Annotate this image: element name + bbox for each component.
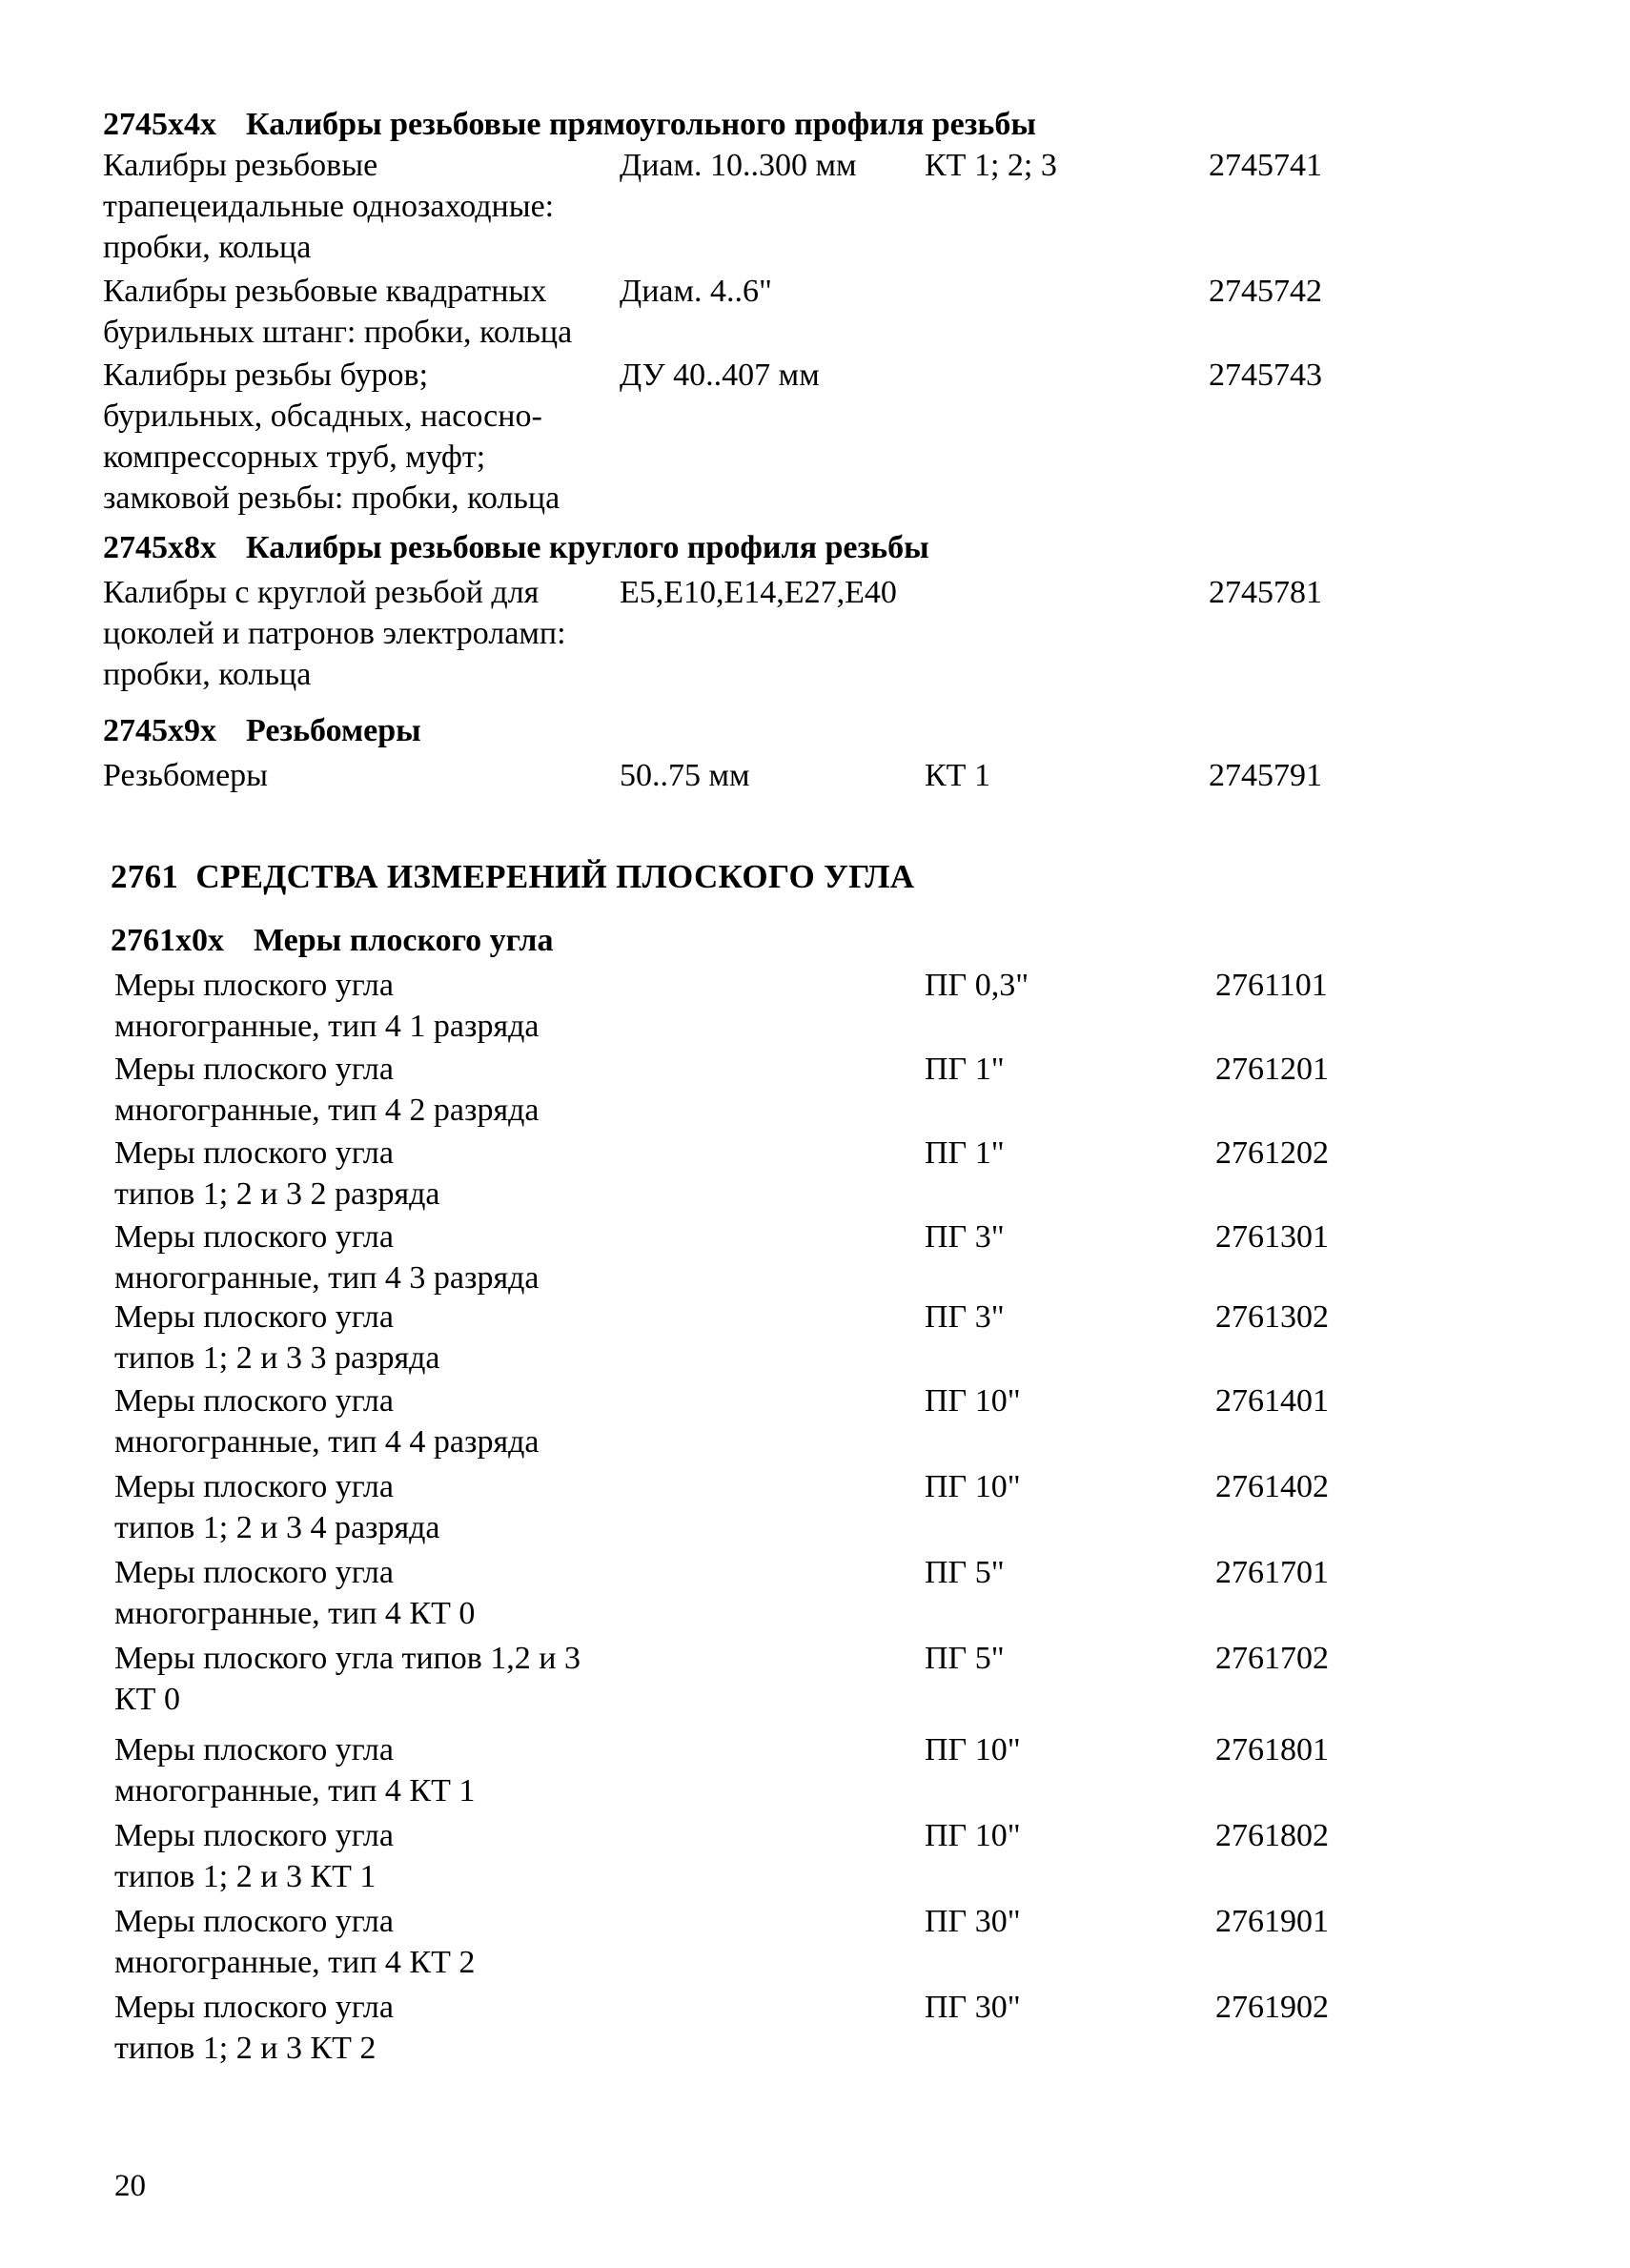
chapter-title: СРЕДСТВА ИЗМЕРЕНИЙ ПЛОСКОГО УГЛА [195, 858, 915, 895]
item-angle-accuracy: ПГ 3" [925, 1219, 1005, 1255]
item-range: Е5,Е10,Е14,Е27,Е40 [620, 575, 897, 610]
item-name: Меры плоского угла типов 1,2 и 3 КТ 0 [114, 1641, 581, 1717]
section-heading [103, 713, 1437, 748]
subsection-heading [111, 923, 1445, 958]
item-name: Меры плоского угла многогранные, тип 4 3 разряда [114, 1219, 540, 1296]
item-code: 2761402 [1215, 1469, 1329, 1504]
item-angle-accuracy: ПГ 5" [925, 1641, 1005, 1676]
subsection-title: Меры плоского угла [254, 923, 554, 958]
page-number: 20 [114, 2169, 146, 2203]
item-name: Меры плоского угла типов 1; 2 и 3 2 разряда [114, 1135, 440, 1212]
item-angle-accuracy: ПГ 10" [925, 1818, 1021, 1853]
item-angle-accuracy: ПГ 1" [925, 1135, 1005, 1171]
item-code: 2761802 [1215, 1818, 1329, 1853]
item-accuracy-class: КТ 1 [925, 758, 990, 793]
item-name: Меры плоского угла типов 1; 2 и 3 4 разряда [114, 1469, 440, 1545]
chapter-code: 2761 [111, 858, 179, 895]
item-code: 2761202 [1215, 1135, 1329, 1171]
item-angle-accuracy: ПГ 30" [925, 1990, 1021, 2025]
item-code: 2745741 [1209, 148, 1322, 183]
item-name: Резьбомеры [103, 758, 269, 793]
item-code: 2761101 [1215, 968, 1328, 1003]
chapter-heading [111, 858, 914, 896]
item-code: 2761302 [1215, 1299, 1329, 1335]
item-range: ДУ 40..407 мм [620, 358, 820, 393]
subsection-code: 2761х0х [111, 923, 224, 958]
item-name: Калибры резьбовые трапецеидальные однозаходные: пробки, кольца [103, 148, 555, 265]
section-code: 2745х4х [103, 107, 216, 142]
item-name: Меры плоского угла многогранные, тип 4 1 разряда [114, 968, 540, 1044]
section-code: 2745х9х [103, 713, 216, 748]
item-angle-accuracy: ПГ 10" [925, 1732, 1021, 1767]
item-code: 2745781 [1209, 575, 1322, 610]
section-heading [103, 107, 1437, 142]
item-code: 2761401 [1215, 1383, 1329, 1419]
item-name: Меры плоского угла многогранные, тип 4 КТ 1 [114, 1732, 476, 1808]
item-code: 2761702 [1215, 1641, 1329, 1676]
item-code: 2761701 [1215, 1555, 1329, 1590]
item-range: 50..75 мм [620, 758, 750, 793]
item-code: 2761301 [1215, 1219, 1329, 1255]
item-name: Калибры резьбы буров; бурильных, обсадных, насосно- компрессорных труб, муфт; замковой резьбы: пробки, кольца [103, 358, 560, 516]
section-code: 2745х8х [103, 530, 216, 565]
item-name: Меры плоского угла многогранные, тип 4 4 разряда [114, 1383, 540, 1460]
section-title: Калибры резьбовые прямоугольного профиля резьбы [246, 107, 1036, 142]
item-name: Меры плоского угла типов 1; 2 и 3 КТ 1 [114, 1818, 394, 1894]
item-code: 2745743 [1209, 358, 1322, 393]
item-name: Меры плоского угла типов 1; 2 и 3 КТ 2 [114, 1990, 394, 2066]
item-accuracy-class: КТ 1; 2; 3 [925, 148, 1057, 183]
section-title: Калибры резьбовые круглого профиля резьбы [246, 530, 929, 565]
item-name: Меры плоского угла многогранные, тип 4 КТ 2 [114, 1904, 476, 1980]
item-code: 2761901 [1215, 1904, 1329, 1939]
item-code: 2761801 [1215, 1732, 1329, 1767]
item-name: Калибры резьбовые квадратных бурильных штанг: пробки, кольца [103, 274, 573, 350]
item-name: Меры плоского угла многогранные, тип 4 КТ 0 [114, 1555, 476, 1631]
item-code: 2761201 [1215, 1052, 1329, 1087]
item-range: Диам. 4..6" [620, 274, 772, 309]
item-angle-accuracy: ПГ 0,3" [925, 968, 1029, 1003]
item-angle-accuracy: ПГ 30" [925, 1904, 1021, 1939]
section-heading [103, 530, 1437, 565]
item-name: Меры плоского угла типов 1; 2 и 3 3 разряда [114, 1299, 440, 1376]
item-angle-accuracy: ПГ 10" [925, 1469, 1021, 1504]
item-angle-accuracy: ПГ 5" [925, 1555, 1005, 1590]
item-code: 2761902 [1215, 1990, 1329, 2025]
item-angle-accuracy: ПГ 3" [925, 1299, 1005, 1335]
section-title: Резьбомеры [246, 713, 421, 748]
item-code: 2745742 [1209, 274, 1322, 309]
item-code: 2745791 [1209, 758, 1322, 793]
item-range: Диам. 10..300 мм [620, 148, 857, 183]
item-angle-accuracy: ПГ 10" [925, 1383, 1021, 1419]
item-angle-accuracy: ПГ 1" [925, 1052, 1005, 1087]
item-name: Калибры с круглой резьбой для цоколей и патронов электроламп: пробки, кольца [103, 575, 566, 692]
item-name: Меры плоского угла многогранные, тип 4 2 разряда [114, 1052, 540, 1128]
